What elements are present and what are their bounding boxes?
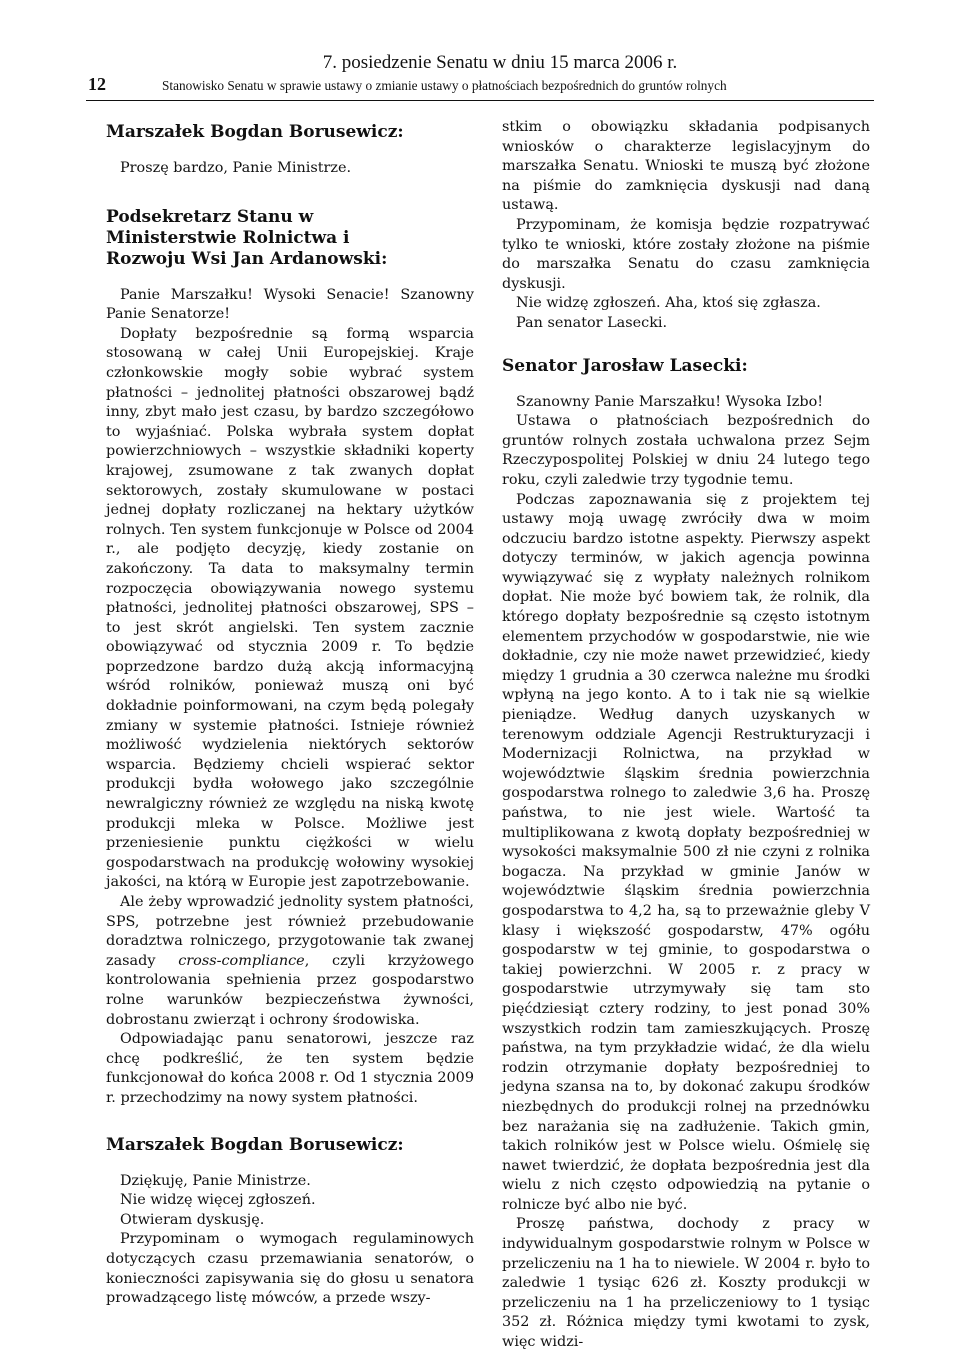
session-date: 7. posiedzenie Senatu w dniu 15 marca 2006 r. (322, 52, 678, 73)
paragraph-text: , czyli krzyżowego kontrolowania spełnienia przez gospodarstwo rolne warunków bezpieczeństwa żywności, dobrostanu zwierząt i ochrony środowiska. (106, 952, 475, 1028)
speaker-name: Podsekretarz Stanu w Ministerstwie Rolnictwa i Rozwoju Wsi Jan Ardanowski: (106, 206, 388, 269)
speaker-heading: Marszałek Bogdan Borusewicz: (106, 122, 404, 142)
paragraph: Pan senator Lasecki. (516, 314, 668, 331)
paragraph: Ustawa o płatnościach bezpośrednich do gruntów rolnych została uchwalona przez Sejm Rzeczypospolitej Polskiej w dniu 24 lutego tego roku, czyli zaledwie trzy tygodnie temu. (502, 413, 870, 488)
paragraph: stkim o obowiązku składania podpisanych wniosków o charakterze legislacyjnym do marszałka Senatu. Wnioski te muszą być złożone na piśmie do zamknięcia dyskusji nad daną ustawą. (502, 119, 870, 214)
document-subtitle: Stanowisko Senatu w sprawie ustawy o zmianie ustawy o płatnościach bezpośrednich do gruntów rolnych (162, 78, 727, 93)
paragraph: Odpowiadając panu senatorowi, jeszcze raz chcę podkreślić, że ten system będzie funkcjonował do końca 2008 r. Od 1 stycznia 2009 r. przechodzimy na nowy system płatności. (106, 1031, 474, 1106)
paragraph (106, 893, 474, 1030)
paragraph: Proszę państwa, dochody z pracy w indywidualnym gospodarstwie rolnym w Polsce w przeliczeniu na 1 ha to niewiele. W 2004 r. było to zaledwie 1 tysiąc 626 zł. Koszty produkcji w przeliczeniu na 1 ha przeliczeniowy to 1 tysiąc 352 zł. Różnica między tymi kwotami to zysk, więc widzi- (502, 1216, 870, 1351)
paragraph-text: Ale żeby wprowadzić jednolity system płatności, SPS, potrzebne jest również przebudowanie doradztwa rolniczego, przygotowanie tak zwanej zasady (106, 894, 474, 969)
paragraph: Otwieram dyskusję. (120, 1211, 265, 1228)
paragraph: Panie Marszałku! Wysoki Senacie! Szanowny Panie Senatorze! (106, 286, 474, 323)
paragraph: Podczas zapoznawania się z projektem tej ustawy moją uwagę zwróciły dwa w moim odczuciu bardzo istotne aspekty. Pierwszy aspekt dotyczy terminów, w jakich agencja powinna wywiązywać się z wypłaty należnych rolnikom dopłat. Nie może być bowiem tak, że rolnik, dla którego dopłaty bezpośrednie są często istotnym elementem przychodów w gospodarstwie, nie wie dokładnie, czy nie może nawet przewidzieć, kiedy między 1 grudnia a 30 czerwca należne mu środki wpłyną na jego konto. A to i tak nie są wielkie pieniądze. Według danych uzyskanych w terenowym oddziale Agencji Restrukturyzacji i Modernizacji Rolnictwa, na przykład w województwie śląskim średnia powierzchnia gospodarstwa rolnego to zaledwie 3,6 ha. Proszę państwa, to nie jest wiele. Wartość ta multiplikowana z kwotą dopłaty bezpośredniej w wysokości maksymalnie 500 zł nie czyni z rolnika bogacza. Na przykład w gminie Janów w województwie śląskim średnia powierzchnia gospodarstwa to 4,2 ha, są to przeważnie gleby V klasy i większość gospodarstw, 47% ogółu gospodarstw w tej gminie, to gospodarstwa o takiej powierzchni. W 2005 r. z pracy w gospodarstwie utrzymywały się tam sto pięćdziesiąt cztery rodziny, to jest ponad 30% wszystkich rodzin tam zamieszkujących. Proszę państwa, na tym przykładzie widać, że dla wielu rodzin otrzymanie dopłaty bezpośredniej to jedyna szansa na to, by dokonać zakupu środków niezbędnych do produkcji rolnej na przednówku bez narażania się na zadłużenie. Takich gmin, takich rolników jest w Polsce wielu. Ośmielę się nawet twierdzić, że dopłata bezpośrednia jest dla wielu z nich często odpowiedzią na pytanie o rolnicze być albo nie być. (502, 491, 870, 1213)
page-number: 12 (88, 74, 106, 94)
paragraph: Dziękuję, Panie Ministrze. (120, 1172, 311, 1189)
speaker-heading: Marszałek Bogdan Borusewicz: (106, 1134, 404, 1155)
paragraph: Szanowny Panie Marszałku! Wysoka Izbo! (516, 393, 824, 410)
paragraph: Przypominam, że komisja będzie rozpatrywać tylko te wnioski, które zostały złożone na piśmie do marszałka Senatu do czasu zamknięcia dyskusji. (502, 216, 870, 292)
speaker-heading (106, 207, 474, 270)
header-divider (86, 100, 874, 101)
italic-term: cross-compliance (178, 952, 305, 969)
paragraph: Nie widzę zgłoszeń. Aha, ktoś się zgłasza. (516, 295, 821, 312)
paragraph: Proszę bardzo, Panie Ministrze. (120, 160, 352, 176)
right-column (502, 118, 870, 1353)
paragraph: Przypominam o wymogach regulaminowych dotyczących czasu przemawiania senatorów, o konieczności zapisywania się do głosu u senatora prowadzącego listę mówców, a przede wszy- (106, 1231, 474, 1307)
left-column (106, 104, 474, 1309)
paragraph: Nie widzę więcej zgłoszeń. (120, 1192, 316, 1209)
paragraph: Dopłaty bezpośrednie są formą wsparcia stosowaną w całej Unii Europejskiej. Kraje członkowskie mogły sobie wybrać system płatności – jednolitej płatności obszarowej bądź inny, zbyt mało jest czasu, by bardzo szczegółowo to wyjaśniać. Polska wybrała system dopłat powierzchniowych – wszystkie składniki koperty krajowej, zsumowane z tak zwanych dopłat sektorowych, zostały skumulowane w postaci jednej dopłaty rozliczanej na hektary użytków rolnych. Ten system funkcjonuje w Polsce od 2004 r., ale podjęto decyzję, kiedy zostanie on zakończony. Ta data to maksymalny termin rozpoczęcia obowiązywania nowego systemu płatności, jednolitej płatności obszarowej, SPS – to jest skrót angielski. Ten system zacznie obowiązywać od stycznia 2009 r. To będzie poprzedzone bardzo dużą akcją informacyjną wśród rolników, ponieważ muszą oni być dokładnie poinformowani, na czym będą polegały zmiany w systemie płatności. Istnieje również możliwość wydzielenia niektórych sektorów wsparcia. Będziemy chcieli wspierać sektor produkcji bydła wołowego jako szczególnie newralgiczny również ze względu na niską kwotę produkcji mleka w Polsce. Możliwe jest przeniesienie punktu ciężkości w wielu gospodarstwach na produkcję wołowiny wysokiej jakości, na którą w Europie jest zapotrzebowanie. (106, 325, 474, 891)
speaker-heading: Senator Jarosław Lasecki: (502, 355, 748, 376)
